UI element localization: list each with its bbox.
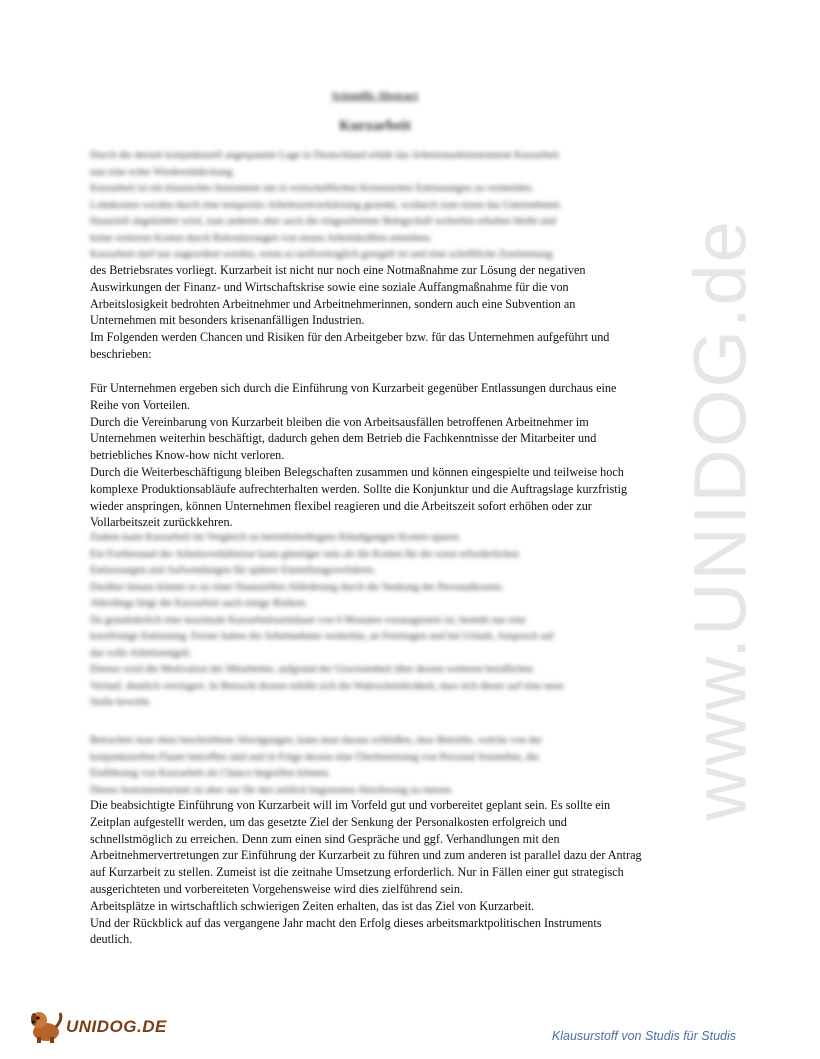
- blurred-risks-block: [90, 530, 665, 712]
- text-line: ausgerichteten und vorbereiteten Vorgehensweise wird dies zielführend sein.: [90, 881, 463, 896]
- text-line: Allerdings birgt die Kurzarbeit auch einige Risiken.: [90, 598, 308, 609]
- blurred-conclusion-block: [90, 733, 665, 799]
- text-line: Arbeitslosigkeit bedrohten Arbeitnehmer und Arbeitnehmerinnen, sondern auch eine Subvention an: [90, 296, 576, 311]
- text-line: Die beabsichtigte Einführung von Kurzarbeit will im Vorfeld gut und vorbereitet geplant sein. Es sollte ein: [90, 798, 611, 812]
- document-title: Kurzarbeit: [339, 118, 411, 134]
- paragraph-advantages: [90, 380, 665, 531]
- text-line: Verlauf, deutlich verringert. In Betracht dessen erhöht sich die Wahrscheinlichkeit, dass sich dieser auf eine neue: [90, 680, 564, 692]
- blurred-intro-block: [90, 148, 665, 264]
- text-line: Ein Fortbestand der Arbeitsverhältnisse kann günstiger sein als die Kosten für die sonst erforderlichen: [90, 548, 519, 560]
- text-line: Und der Rückblick auf das vergangene Jahr macht den Erfolg dieses arbeitsmarktpolitischen Instruments: [90, 915, 602, 930]
- text-line: deutlich.: [90, 932, 133, 947]
- text-line: Unternehmen weiterhin beschäftigt, dadurch gehen dem Betrieb die Fachkenntnisse der Mitarbeiter und: [90, 431, 597, 446]
- unidog-logo[interactable]: [26, 1005, 176, 1045]
- text-line: Darüber hinaus könnte es zu einer finanziellen Abfederung durch die Senkung der Personalkosten.: [90, 581, 504, 593]
- logo-text: UNIDOG.DE: [66, 1017, 167, 1036]
- text-line: Durch die derzeit konjunkturell angespannte Lage in Deutschland erhält das Arbeitsmarktinstrument Kurzarbeit: [90, 150, 560, 161]
- text-line: wieder anspringen, können Unternehmen flexibel reagieren und die Arbeitszeit sofort erhöhen oder zur: [90, 498, 592, 513]
- text-line: Entlassungen und Aufwendungen für spätere Einstellungsverfahren.: [90, 565, 376, 576]
- text-line: konjunkturellen Flaute betroffen sind und in Folge dessen eine Überbesetzung von Personal feststellen, die: [90, 751, 539, 763]
- text-line: Lohnkosten werden durch eine temporäre Arbeitszeitverkürzung gesenkt, wodurch zum einen das Unternehmen: [90, 199, 561, 211]
- text-line: Einführung von Kurzarbeit als Chance begreifen können.: [90, 768, 331, 779]
- text-line: nun eine echte Wiederentdeckung.: [90, 166, 235, 178]
- dog-mascot-icon: [26, 1005, 66, 1045]
- text-line: des Betriebsrates vorliegt. Kurzarbeit ist nicht nur noch eine Notmaßnahme zur Lösung der negativen: [90, 263, 586, 277]
- text-line: Arbeitsplätze in wirtschaftlich schwierigen Zeiten erhalten, das ist das Ziel von Kurzarbeit.: [90, 898, 535, 913]
- text-line: beschrieben:: [90, 346, 152, 361]
- text-line: Durch die Vereinbarung von Kurzarbeit bleiben die von Arbeitsausfällen betroffenen Arbeitnehmer im: [90, 414, 589, 429]
- text-line: Arbeitnehmervertretungen zur Einführung der Kurzarbeit zu führen und zum anderen ist parallel dazu der Antrag: [90, 848, 642, 863]
- text-line: Vollarbeitszeit zurückkehren.: [90, 515, 233, 530]
- text-line: Ebenso wird die Motivation der Mitarbeiter, aufgrund der Unwissenheit über dessen weiteren beruflichen: [90, 664, 534, 675]
- text-line: das volle Arbeitsentgelt.: [90, 647, 192, 659]
- text-line: Durch die Weiterbeschäftigung bleiben Belegschaften zusammen und können eingespielte und teilweise hoch: [90, 464, 624, 479]
- text-line: kurzfristige Entlastung. Ferner haben die Arbeitnehmer weiterhin, an Feiertagen und bei Urlaub, Anspruch auf: [90, 631, 554, 642]
- footer-tagline: Klausurstoff von Studis für Studis: [551, 1029, 736, 1043]
- text-line: schnellstmöglich zu erreichen. Denn zum einen sind Gespräche und ggf. Verhandlungen mit den: [90, 831, 560, 846]
- text-line: betriebliches Know-how nicht verloren.: [90, 448, 285, 463]
- text-line: Für Unternehmen ergeben sich durch die Einführung von Kurzarbeit gegenüber Entlassungen durchaus eine: [90, 381, 617, 395]
- text-line: finanziell abgeködert wird, zum anderen aber auch die eingearbeitete Belegschaft weiterhin erhalten bleibt und: [90, 216, 556, 227]
- text-line: Stelle bewirbt.: [90, 697, 152, 708]
- paragraph-planning: [90, 797, 665, 948]
- text-line: Kurzarbeit ist ein klassisches Instrument um in wirtschaftlichen Krisenzeiten Entlassungen zu vermeiden.: [90, 183, 534, 194]
- text-line: komplexe Produktionsabläufe aufrechterhalten werden. Sollte die Konjunktur und die Auftragslage kurzfristig: [90, 481, 628, 496]
- text-line: Auswirkungen der Finanz- und Wirtschaftskrise sowie eine soziale Auffangmaßnahme für die von: [90, 279, 569, 294]
- text-line: Zudem kann Kurzarbeit im Vergleich zu betriebsbedingten Kündigungen Kosten sparen.: [90, 532, 462, 543]
- text-line: Im Folgenden werden Chancen und Risiken für den Arbeitgeber bzw. für das Unternehmen aufgeführt und: [90, 330, 610, 345]
- paragraph-intro: [90, 262, 665, 363]
- text-line: keine weiteren Kosten durch Rekrutierungen von neuen Arbeitskräften entstehen.: [90, 232, 433, 244]
- watermark-text: www.UNIDOG.de: [678, 219, 762, 821]
- text-line: Da grundsätzlich eine maximale Kurzarbeitszeitdauer von 6 Monaten vorausgesetzt ist, besteht nur eine: [90, 614, 526, 626]
- text-line: Betrachtet man oben beschriebene Abwägungen, kann man daraus schließen, dass Betriebe, welche von der: [90, 735, 542, 746]
- text-line: Dieses Instrumentarium ist aber nur für den zeitlich begrenzten Abschwung zu nutzen.: [90, 784, 454, 796]
- text-line: Reihe von Vorteilen.: [90, 397, 191, 412]
- text-line: auf Kurzarbeit zu stellen. Zumeist ist die zeitnahe Umsetzung erforderlich. Nur in Fällen einer gut strategisch: [90, 865, 624, 880]
- document-label: Scientific Abstract: [331, 90, 419, 102]
- text-line: Zeitplan aufgestellt werden, um das gesetzte Ziel der Senkung der Personalkosten erfolgreich und: [90, 814, 567, 829]
- text-line: Kurzarbeit darf nur angeordnet werden, wenn es tarifvertraglich geregelt ist und eine schriftliche Zustimmung: [90, 249, 553, 260]
- text-line: Unternehmen mit besonders krisenanfälligen Industrien.: [90, 313, 365, 328]
